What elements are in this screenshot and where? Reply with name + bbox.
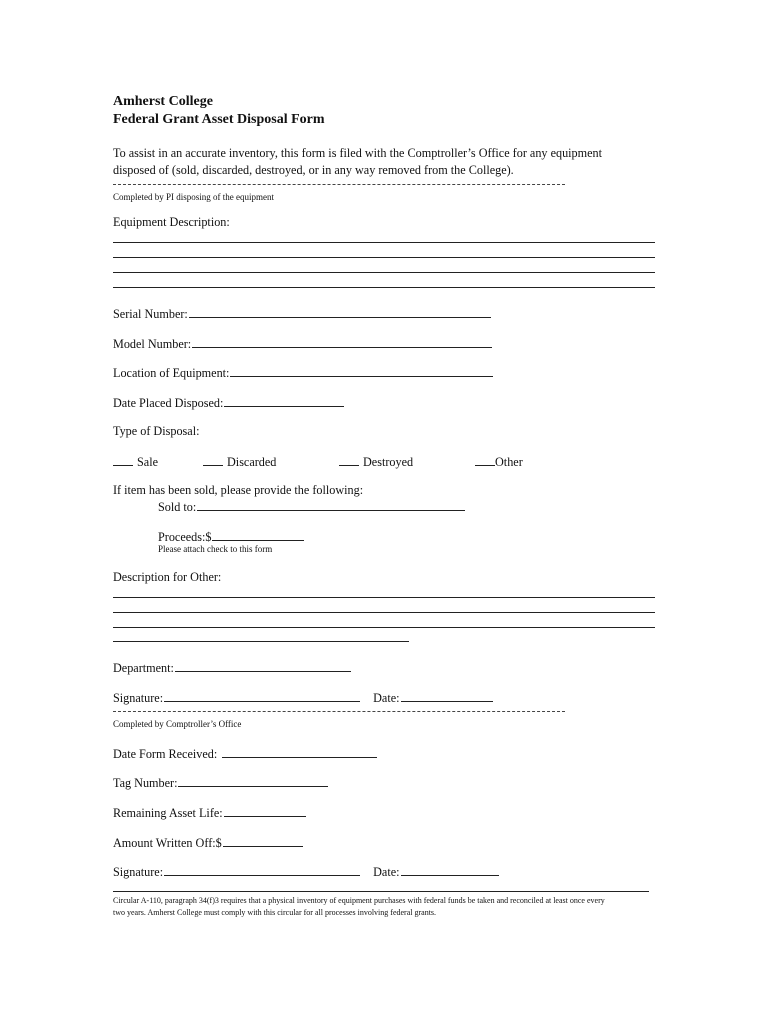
remaining-asset-life-label: Remaining Asset Life:	[113, 806, 223, 820]
proceeds-row	[158, 528, 304, 545]
section-divider	[113, 184, 565, 185]
location-row	[113, 364, 493, 381]
comptroller-date-label: Date:	[373, 865, 400, 879]
description-other-line-2[interactable]	[113, 612, 655, 613]
intro-line-2: disposed of (sold, discarded, destroyed, or in any way removed from the College).	[113, 163, 514, 177]
description-other-line-4[interactable]	[113, 641, 409, 642]
date-form-received-label: Date Form Received:	[113, 747, 218, 761]
pi-section-caption: Completed by PI disposing of the equipment	[113, 192, 274, 202]
equipment-description-line-4[interactable]	[113, 287, 655, 288]
proceeds-note: Please attach check to this form	[158, 544, 273, 554]
pi-signature-row	[113, 689, 493, 706]
model-number-field[interactable]	[192, 335, 492, 348]
form-title: Federal Grant Asset Disposal Form	[113, 112, 325, 127]
tag-number-label: Tag Number:	[113, 776, 178, 790]
amount-written-off-label: Amount Written Off:$	[113, 836, 222, 850]
footnote-rule	[113, 891, 649, 892]
proceeds-label: Proceeds:$	[158, 530, 212, 544]
comptroller-section-caption: Completed by Comptroller’s Office	[113, 719, 242, 729]
footnote-line-2: two years. Amherst College must comply with this circular for all processes involving federal grants.	[113, 908, 437, 917]
footnote-line-1: Circular A-110, paragraph 34(f)3 requires that a physical inventory of equipment purchases with federal funds be taken and reconciled at least once every	[113, 896, 605, 905]
other-label: Other	[495, 455, 523, 469]
sold-to-label: Sold to:	[158, 500, 197, 514]
section-divider-2	[113, 711, 565, 712]
option-discarded[interactable]	[203, 453, 276, 470]
pi-date-label: Date:	[373, 691, 400, 705]
department-label: Department:	[113, 661, 174, 675]
model-number-label: Model Number:	[113, 337, 192, 351]
other-checkbox[interactable]	[475, 453, 495, 466]
discarded-label: Discarded	[227, 455, 277, 469]
proceeds-field[interactable]	[212, 528, 304, 541]
discarded-checkbox[interactable]	[203, 453, 223, 466]
option-other[interactable]	[475, 453, 523, 470]
institution-name: Amherst College	[113, 94, 213, 109]
location-field[interactable]	[230, 364, 493, 377]
type-of-disposal-label: Type of Disposal:	[113, 424, 200, 438]
department-field[interactable]	[175, 659, 351, 672]
date-form-received-row	[113, 745, 377, 762]
date-placed-disposed-row	[113, 394, 344, 411]
intro-line-1: To assist in an accurate inventory, this form is filed with the Comptroller’s Office for any equipment	[113, 146, 603, 160]
date-placed-disposed-label: Date Placed Disposed:	[113, 396, 224, 410]
sold-to-field[interactable]	[197, 498, 465, 511]
description-other-line-1[interactable]	[113, 597, 655, 598]
comptroller-signature-row	[113, 863, 499, 880]
equipment-description-label: Equipment Description:	[113, 215, 230, 229]
comptroller-date-field[interactable]	[401, 863, 499, 876]
tag-number-field[interactable]	[178, 774, 328, 787]
amount-written-off-field[interactable]	[223, 834, 303, 847]
option-sale[interactable]	[113, 453, 158, 470]
serial-number-row	[113, 305, 491, 322]
destroyed-checkbox[interactable]	[339, 453, 359, 466]
sold-to-row	[158, 498, 465, 515]
location-label: Location of Equipment:	[113, 366, 230, 380]
pi-date-field[interactable]	[401, 689, 493, 702]
description-other-line-3[interactable]	[113, 627, 655, 628]
date-placed-disposed-field[interactable]	[224, 394, 344, 407]
model-number-row	[113, 335, 492, 352]
remaining-asset-life-field[interactable]	[224, 804, 306, 817]
sale-label: Sale	[137, 455, 158, 469]
footnote	[113, 895, 661, 919]
equipment-description-line-2[interactable]	[113, 257, 655, 258]
department-row	[113, 659, 351, 676]
sale-checkbox[interactable]	[113, 453, 133, 466]
sold-intro: If item has been sold, please provide the following:	[113, 483, 364, 497]
option-destroyed[interactable]	[339, 453, 413, 470]
tag-number-row	[113, 774, 328, 791]
destroyed-label: Destroyed	[363, 455, 414, 469]
serial-number-field[interactable]	[189, 305, 491, 318]
date-form-received-field[interactable]	[222, 745, 377, 758]
equipment-description-line-3[interactable]	[113, 272, 655, 273]
amount-written-off-row	[113, 834, 303, 851]
comptroller-signature-label: Signature:	[113, 865, 164, 879]
equipment-description-line-1[interactable]	[113, 242, 655, 243]
remaining-asset-life-row	[113, 804, 306, 821]
pi-signature-field[interactable]	[164, 689, 360, 702]
pi-signature-label: Signature:	[113, 691, 164, 705]
comptroller-signature-field[interactable]	[164, 863, 360, 876]
description-other-label: Description for Other:	[113, 570, 222, 584]
serial-number-label: Serial Number:	[113, 307, 188, 321]
